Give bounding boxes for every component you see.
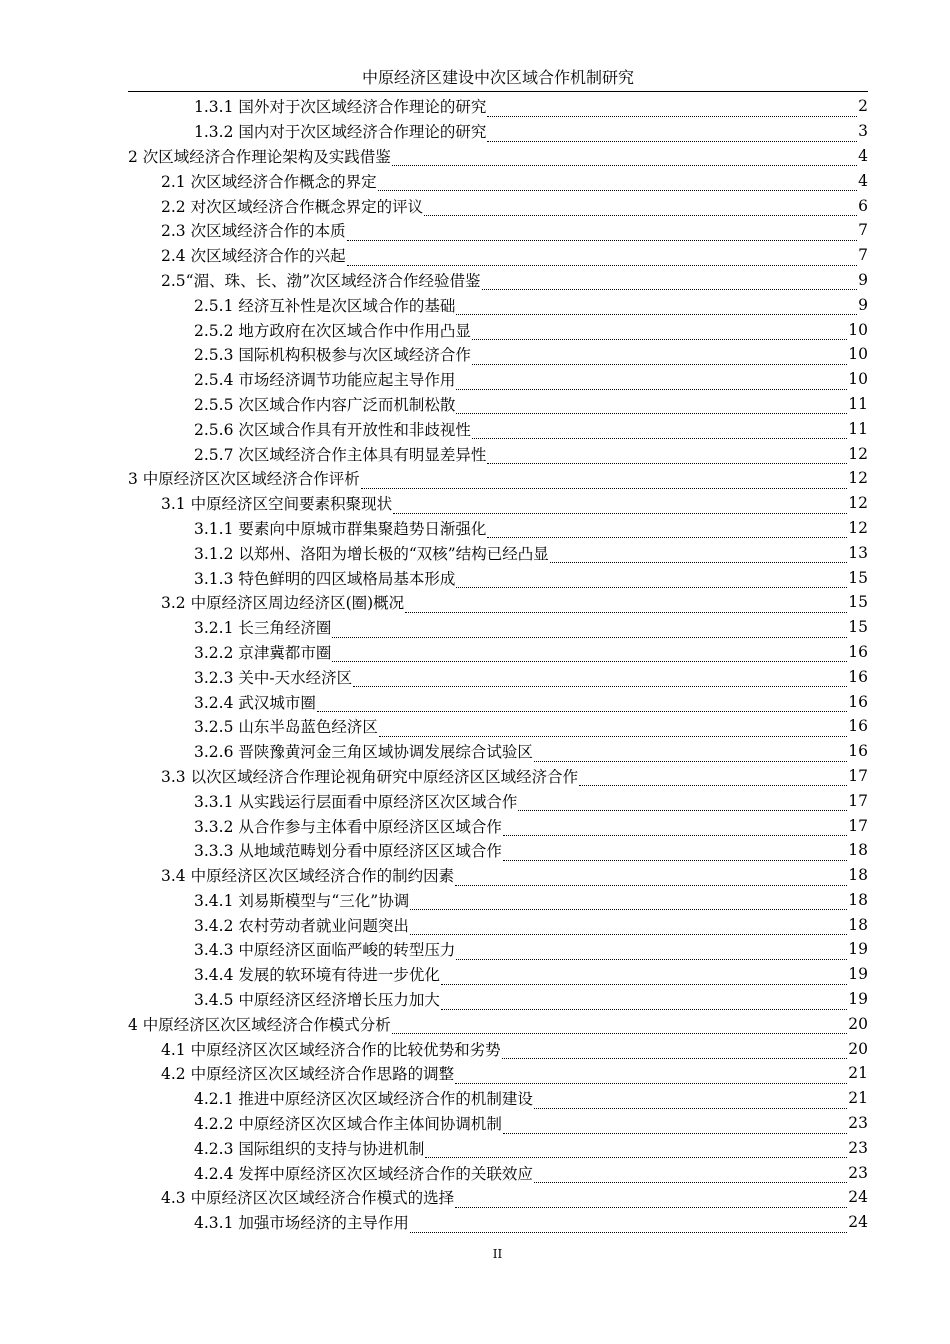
toc-entry[interactable] xyxy=(0,565,950,590)
toc-entry-title: 3.1.1 要素向中原城市群集聚趋势日渐强化 xyxy=(194,519,487,538)
toc-entry[interactable] xyxy=(0,987,950,1012)
toc-entry-title: 1.3.1 国外对于次区域经济合作理论的研究 xyxy=(194,98,487,117)
toc-dot-leader xyxy=(487,523,847,538)
toc-dot-leader xyxy=(441,995,847,1010)
toc-entry-page: 18 xyxy=(848,841,868,860)
toc-entry-page: 10 xyxy=(848,345,868,364)
toc-entry[interactable] xyxy=(0,813,950,838)
toc-entry-page: 13 xyxy=(848,543,868,562)
toc-entry-title: 2.4 次区域经济合作的兴起 xyxy=(161,247,346,266)
toc-entry-title: 3.1.2 以郑州、洛阳为增长极的“双核”结构已经凸显 xyxy=(194,544,549,563)
toc-dot-leader xyxy=(441,970,847,985)
toc-entry-page: 16 xyxy=(848,717,868,736)
toc-entry-page: 10 xyxy=(848,370,868,389)
toc-entry-page: 17 xyxy=(848,766,868,785)
toc-entry[interactable] xyxy=(0,516,950,541)
toc-entry[interactable] xyxy=(0,1135,950,1160)
toc-entry-title: 3.4.3 中原经济区面临严峻的转型压力 xyxy=(194,941,456,960)
page-number: II xyxy=(492,1247,503,1261)
table-of-contents xyxy=(0,94,950,1235)
toc-entry[interactable] xyxy=(0,863,950,888)
toc-entry-title: 2 次区域经济合作理论架构及实践借鉴 xyxy=(128,147,391,166)
toc-entry-page: 15 xyxy=(848,593,868,612)
header-rule xyxy=(128,91,868,92)
toc-entry[interactable] xyxy=(0,1011,950,1036)
toc-entry[interactable] xyxy=(0,392,950,417)
toc-entry-title: 3.2.3 关中-天水经济区 xyxy=(194,668,353,687)
toc-entry-title: 3.1.3 特色鲜明的四区域格局基本形成 xyxy=(194,569,456,588)
toc-entry[interactable] xyxy=(0,1086,950,1111)
toc-dot-leader xyxy=(405,598,847,613)
toc-entry[interactable] xyxy=(0,888,950,913)
toc-entry-page: 19 xyxy=(848,940,868,959)
toc-dot-leader xyxy=(518,796,847,811)
toc-entry[interactable] xyxy=(0,491,950,516)
toc-entry-title: 4.3.1 加强市场经济的主导作用 xyxy=(194,1214,409,1233)
toc-dot-leader xyxy=(347,226,858,241)
toc-entry[interactable] xyxy=(0,838,950,863)
toc-entry-page: 24 xyxy=(848,1188,868,1207)
toc-dot-leader xyxy=(456,399,847,414)
toc-entry[interactable] xyxy=(0,788,950,813)
toc-dot-leader xyxy=(347,251,858,266)
toc-entry-title: 2.3 次区域经济合作的本质 xyxy=(161,222,346,241)
toc-entry-page: 23 xyxy=(848,1163,868,1182)
toc-entry[interactable] xyxy=(0,292,950,317)
toc-entry-title: 3.2.5 山东半岛蓝色经济区 xyxy=(194,718,378,737)
toc-dot-leader xyxy=(534,1094,847,1109)
toc-entry-title: 4.2.4 发挥中原经济区次区域经济合作的关联效应 xyxy=(194,1164,533,1183)
toc-entry-page: 11 xyxy=(848,419,868,438)
toc-dot-leader xyxy=(317,697,847,712)
toc-dot-leader xyxy=(392,1019,847,1034)
toc-entry-title: 3.4.1 刘易斯模型与“三化”协调 xyxy=(194,891,410,910)
toc-entry-title: 2.5.1 经济互补性是次区域合作的基础 xyxy=(194,296,456,315)
toc-dot-leader xyxy=(534,747,847,762)
toc-entry-page: 17 xyxy=(848,791,868,810)
toc-entry-title: 3.4.2 农村劳动者就业问题突出 xyxy=(194,916,409,935)
toc-entry-title: 2.5.6 次区域合作具有开放性和非歧视性 xyxy=(194,420,471,439)
toc-entry-title: 2.1 次区域经济合作概念的界定 xyxy=(161,172,377,191)
toc-entry-title: 3.2 中原经济区周边经济区(圈)概况 xyxy=(161,594,405,613)
toc-dot-leader xyxy=(410,895,847,910)
toc-entry-page: 12 xyxy=(848,494,868,513)
toc-dot-leader xyxy=(456,375,847,390)
toc-dot-leader xyxy=(378,176,858,191)
toc-dot-leader xyxy=(503,846,847,861)
toc-dot-leader xyxy=(487,127,857,142)
toc-dot-leader xyxy=(550,548,848,563)
toc-dot-leader xyxy=(425,1143,847,1158)
toc-dot-leader xyxy=(410,1218,847,1233)
toc-entry[interactable] xyxy=(0,540,950,565)
toc-entry-title: 4 中原经济区次区域经济合作模式分析 xyxy=(128,1015,391,1034)
toc-entry[interactable] xyxy=(0,119,950,144)
toc-entry-page: 6 xyxy=(858,196,868,215)
toc-entry[interactable] xyxy=(0,1111,950,1136)
toc-entry-title: 3.2.4 武汉城市圈 xyxy=(194,693,316,712)
toc-dot-leader xyxy=(455,1069,847,1084)
toc-dot-leader xyxy=(392,151,857,166)
toc-entry[interactable] xyxy=(0,441,950,466)
toc-dot-leader xyxy=(332,623,847,638)
toc-entry-title: 3.3.1 从实践运行层面看中原经济区次区域合作 xyxy=(194,792,518,811)
toc-entry-page: 12 xyxy=(848,444,868,463)
toc-entry-title: 3.2.6 晋陕豫黄河金三角区域协调发展综合试验区 xyxy=(194,743,533,762)
toc-entry-page: 23 xyxy=(848,1114,868,1133)
toc-dot-leader xyxy=(410,920,847,935)
toc-dot-leader xyxy=(482,275,858,290)
toc-entry-page: 16 xyxy=(848,642,868,661)
toc-entry[interactable] xyxy=(0,1210,950,1235)
toc-entry[interactable] xyxy=(0,243,950,268)
toc-entry-page: 18 xyxy=(848,915,868,934)
toc-entry-page: 4 xyxy=(858,146,868,165)
toc-entry-title: 3 中原经济区次区域经济合作评析 xyxy=(128,470,360,489)
toc-dot-leader xyxy=(534,1168,847,1183)
toc-entry[interactable] xyxy=(0,1160,950,1185)
toc-entry-title: 2.5.7 次区域经济合作主体具有明显差异性 xyxy=(194,445,487,464)
toc-entry-title: 3.3 以次区域经济合作理论视角研究中原经济区区域经济合作 xyxy=(161,767,579,786)
toc-entry-page: 19 xyxy=(848,990,868,1009)
toc-entry[interactable] xyxy=(0,193,950,218)
toc-entry[interactable] xyxy=(0,590,950,615)
toc-entry-page: 4 xyxy=(858,171,868,190)
toc-entry-title: 4.3 中原经济区次区域经济合作模式的选择 xyxy=(161,1189,455,1208)
toc-entry-title: 4.2.3 国际组织的支持与协进机制 xyxy=(194,1139,425,1158)
toc-entry-page: 21 xyxy=(848,1089,868,1108)
toc-dot-leader xyxy=(456,945,847,960)
toc-entry-title: 2.2 对次区域经济合作概念界定的评议 xyxy=(161,197,424,216)
toc-entry-title: 4.2.1 推进中原经济区次区域经济合作的机制建设 xyxy=(194,1090,533,1109)
toc-entry-title: 2.5.4 市场经济调节功能应起主导作用 xyxy=(194,371,456,390)
toc-entry-page: 7 xyxy=(858,221,868,240)
toc-entry-title: 4.1 中原经济区次区域经济合作的比较优势和劣势 xyxy=(161,1040,501,1059)
toc-entry[interactable] xyxy=(0,764,950,789)
toc-entry[interactable] xyxy=(0,317,950,342)
toc-entry-title: 1.3.2 国内对于次区域经济合作理论的研究 xyxy=(194,123,487,142)
toc-entry-title: 3.4.4 发展的软环境有待进一步优化 xyxy=(194,966,440,985)
toc-dot-leader xyxy=(487,449,847,464)
toc-entry[interactable] xyxy=(0,1185,950,1210)
toc-dot-leader xyxy=(456,300,857,315)
toc-entry-page: 15 xyxy=(848,618,868,637)
toc-entry-page: 16 xyxy=(848,692,868,711)
toc-entry-page: 20 xyxy=(848,1014,868,1033)
toc-dot-leader xyxy=(332,647,847,662)
toc-dot-leader xyxy=(424,201,857,216)
toc-entry[interactable] xyxy=(0,466,950,491)
toc-dot-leader xyxy=(487,102,857,117)
toc-dot-leader xyxy=(472,424,847,439)
toc-entry-page: 20 xyxy=(848,1039,868,1058)
toc-dot-leader xyxy=(353,672,847,687)
toc-entry[interactable] xyxy=(0,962,950,987)
toc-entry-page: 16 xyxy=(848,742,868,761)
toc-dot-leader xyxy=(456,573,847,588)
toc-entry-page: 11 xyxy=(848,394,868,413)
toc-dot-leader xyxy=(361,474,847,489)
toc-entry[interactable] xyxy=(0,342,950,367)
toc-entry-page: 19 xyxy=(848,965,868,984)
toc-entry-title: 3.3.2 从合作参与主体看中原经济区区域合作 xyxy=(194,817,502,836)
toc-entry[interactable] xyxy=(0,94,950,119)
toc-entry[interactable] xyxy=(0,912,950,937)
toc-entry-page: 9 xyxy=(858,270,868,289)
toc-entry-title: 3.4 中原经济区次区域经济合作的制约因素 xyxy=(161,867,455,886)
toc-entry-page: 24 xyxy=(848,1213,868,1232)
toc-entry-page: 9 xyxy=(858,295,868,314)
toc-entry[interactable] xyxy=(0,416,950,441)
toc-entry[interactable] xyxy=(0,640,950,665)
toc-entry[interactable] xyxy=(0,689,950,714)
toc-entry-title: 4.2 中原经济区次区域经济合作思路的调整 xyxy=(161,1065,455,1084)
toc-entry[interactable] xyxy=(0,664,950,689)
toc-entry[interactable] xyxy=(0,218,950,243)
toc-entry-page: 12 xyxy=(848,469,868,488)
toc-entry[interactable] xyxy=(0,615,950,640)
toc-entry-page: 3 xyxy=(858,122,868,141)
toc-entry[interactable] xyxy=(0,714,950,739)
toc-dot-leader xyxy=(472,350,847,365)
toc-dot-leader xyxy=(503,821,847,836)
toc-entry-title: 3.2.1 长三角经济圈 xyxy=(194,619,332,638)
toc-dot-leader xyxy=(455,871,847,886)
toc-entry[interactable] xyxy=(0,937,950,962)
toc-entry-page: 7 xyxy=(858,246,868,265)
toc-entry-page: 23 xyxy=(848,1138,868,1157)
toc-entry-page: 21 xyxy=(848,1064,868,1083)
toc-entry-title: 2.5.5 次区域合作内容广泛而机制松散 xyxy=(194,395,456,414)
toc-entry-title: 3.4.5 中原经济区经济增长压力加大 xyxy=(194,991,440,1010)
toc-entry[interactable] xyxy=(0,367,950,392)
toc-entry[interactable] xyxy=(0,144,950,169)
toc-entry[interactable] xyxy=(0,1036,950,1061)
toc-entry-page: 15 xyxy=(848,568,868,587)
toc-dot-leader xyxy=(393,499,847,514)
toc-entry-page: 16 xyxy=(848,667,868,686)
toc-entry-title: 2.5.3 国际机构积极参与次区域经济合作 xyxy=(194,346,471,365)
toc-dot-leader xyxy=(502,1044,848,1059)
toc-entry-page: 10 xyxy=(848,320,868,339)
toc-entry[interactable] xyxy=(0,168,950,193)
toc-entry-title: 4.2.2 中原经济区次区域合作主体间协调机制 xyxy=(194,1115,502,1134)
toc-dot-leader xyxy=(379,722,847,737)
toc-entry-page: 18 xyxy=(848,890,868,909)
toc-entry-page: 17 xyxy=(848,816,868,835)
toc-entry-title: 2.5“湄、珠、长、渤”次区域经济合作经验借鉴 xyxy=(161,271,481,290)
toc-entry-page: 18 xyxy=(848,866,868,885)
toc-entry[interactable] xyxy=(0,268,950,293)
toc-entry-page: 12 xyxy=(848,518,868,537)
toc-entry-title: 2.5.2 地方政府在次区域合作中作用凸显 xyxy=(194,321,471,340)
toc-entry-title: 3.1 中原经济区空间要素积聚现状 xyxy=(161,495,393,514)
toc-dot-leader xyxy=(472,325,847,340)
toc-entry-page: 2 xyxy=(858,97,868,116)
toc-dot-leader xyxy=(455,1193,847,1208)
toc-entry[interactable] xyxy=(0,739,950,764)
toc-entry-title: 3.3.3 从地域范畴划分看中原经济区区域合作 xyxy=(194,842,502,861)
page-header-title: 中原经济区建设中次区域合作机制研究 xyxy=(361,68,634,87)
toc-dot-leader xyxy=(579,771,847,786)
toc-dot-leader xyxy=(503,1119,847,1134)
toc-entry-title: 3.2.2 京津冀都市圈 xyxy=(194,643,332,662)
toc-entry[interactable] xyxy=(0,1061,950,1086)
